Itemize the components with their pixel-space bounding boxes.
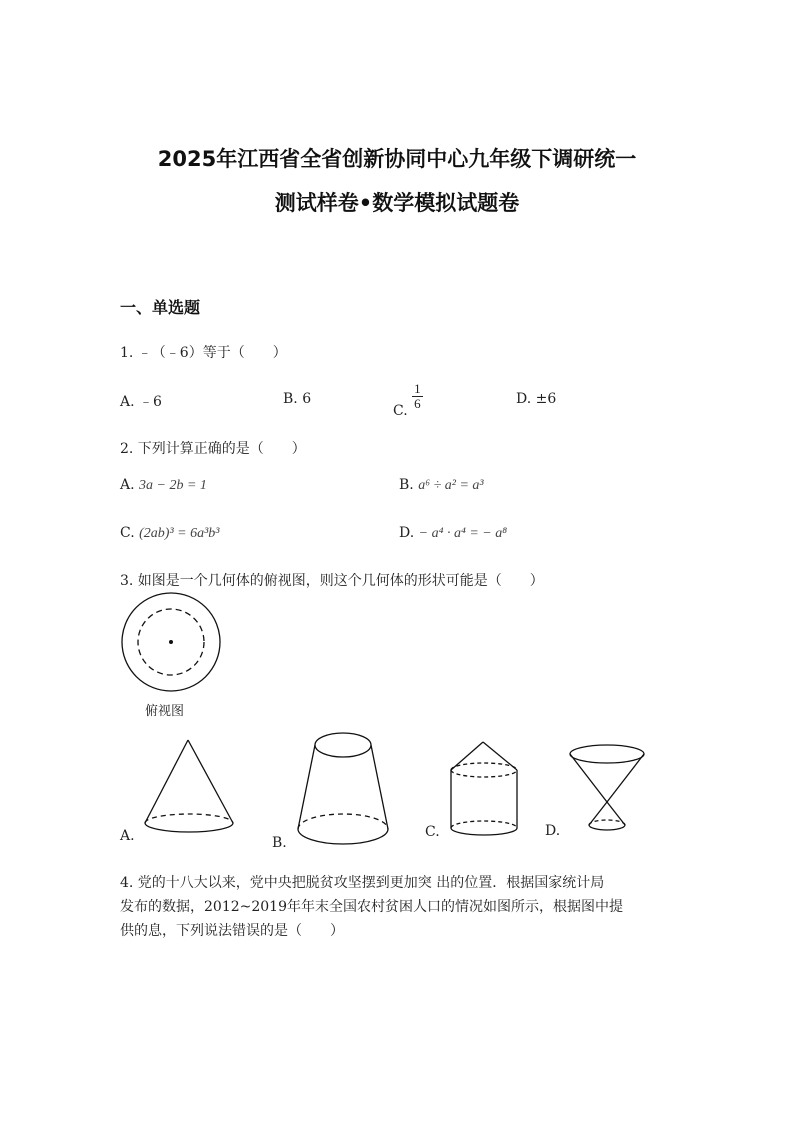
double-cone-figure: [565, 740, 650, 838]
q1-option-d: D. ±6: [516, 391, 557, 407]
q4-line3: 供的息，下列说法错误的是（ ）: [120, 923, 344, 939]
q4-line1: 4. 党的十八大以来，党中央把脱贫攻坚摆到更加突 出的位置．根据国家统计局: [120, 875, 605, 891]
q3-option-a: A.: [120, 828, 135, 844]
cone-on-cylinder-figure: [445, 738, 525, 838]
q2-option-c-expr: (2ab)³ = 6a³b³: [139, 526, 220, 541]
q1-option-c-label: C.: [393, 402, 408, 419]
q2-option-a-expr: 3a − 2b = 1: [139, 478, 207, 493]
top-view-caption: 俯视图: [145, 704, 185, 719]
q3-option-d: D.: [545, 823, 561, 839]
q4-line2: 发布的数据，2012~2019年年末全国农村贫困人口的情况如图所示，根据图中提: [120, 899, 623, 915]
paper-title-line2: 测试样卷•数学模拟试题卷: [274, 191, 520, 215]
q2-option-d: [399, 525, 507, 542]
q2-option-c-label: C.: [120, 525, 135, 541]
q1-stem: 1. ﹣（﹣6）等于（ ）: [120, 345, 287, 361]
q3-stem: 3. 如图是一个几何体的俯视图，则这个几何体的形状可能是（ ）: [120, 573, 544, 589]
frustum-figure: [293, 730, 413, 855]
q1-option-c-fraction: [412, 382, 423, 411]
q2-stem: 2. 下列计算正确的是（ ）: [120, 441, 306, 457]
q2-option-b-expr: a⁶ ÷ a² = a³: [418, 478, 484, 493]
q2-option-c: [120, 525, 220, 542]
q2-option-a-label: A.: [120, 477, 135, 493]
q1-option-b: B. 6: [283, 391, 312, 407]
fraction-denominator: 6: [414, 396, 421, 411]
q1-option-a: A. ﹣6: [120, 394, 162, 410]
q1-option-c: [393, 381, 423, 419]
fraction-numerator: 1: [414, 381, 421, 396]
q3-option-b: B.: [272, 835, 287, 851]
top-view-figure: [115, 590, 227, 702]
q3-option-c: C.: [425, 824, 440, 840]
q2-option-d-expr: − a⁴ · a⁴ = − a⁸: [418, 526, 508, 541]
q2-option-b: [399, 477, 484, 494]
q2-option-b-label: B.: [399, 477, 414, 493]
section-heading: 一、单选题: [120, 298, 201, 317]
q2-option-a: [120, 477, 207, 494]
paper-title-line1: 2025年江西省全省创新协同中心九年级下调研统一: [157, 147, 637, 171]
cone-figure: [140, 735, 240, 840]
q2-option-d-label: D.: [399, 525, 415, 541]
center-dot: [169, 640, 173, 644]
